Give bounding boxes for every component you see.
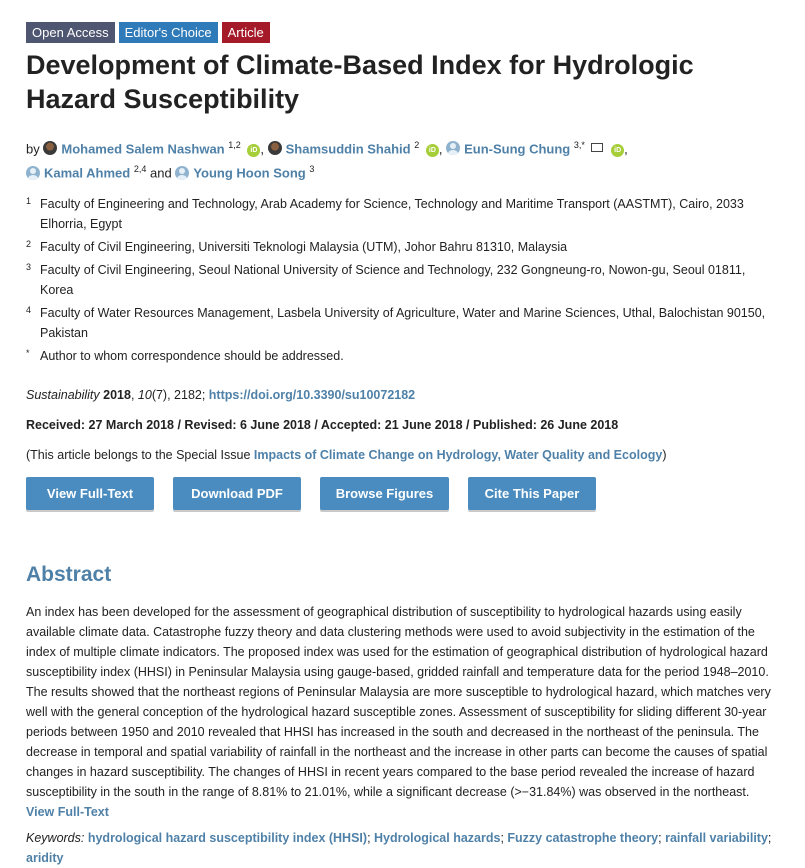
author-link[interactable]: Kamal Ahmed xyxy=(44,165,131,181)
keywords xyxy=(26,828,779,868)
abstract-view-full-text-link[interactable]: View Full-Text xyxy=(26,804,109,819)
email-icon[interactable] xyxy=(591,143,603,152)
affiliation-item xyxy=(26,303,779,343)
author-avatar-icon xyxy=(268,141,282,155)
affiliation-item xyxy=(26,194,779,234)
open-access-badge[interactable]: Open Access xyxy=(26,22,115,43)
author-affiliation-sup: 3 xyxy=(309,164,315,175)
author-avatar-icon xyxy=(43,141,57,155)
affiliation-text: Faculty of Engineering and Technology, Arab Academy for Science, Technology and Maritime Transport (AASTMT), Cairo, 2033 Elhorria, Egypt xyxy=(40,196,744,231)
cite-paper-button[interactable]: Cite This Paper xyxy=(468,477,596,510)
affiliation-number: 2 xyxy=(26,238,32,249)
author-avatar-icon xyxy=(26,166,40,180)
author-link[interactable]: Young Hoon Song xyxy=(193,165,306,181)
affiliation-item xyxy=(26,346,779,366)
affiliation-text: Faculty of Water Resources Management, Lasbela University of Agriculture, Water and Marine Sciences, Uthal, Balochistan 90150, Pakistan xyxy=(40,305,766,340)
special-issue-prefix: (This article belongs to the Special Issue xyxy=(26,447,254,462)
editors-choice-badge[interactable]: Editor's Choice xyxy=(119,22,218,43)
keyword-link[interactable]: Fuzzy catastrophe theory xyxy=(507,830,659,845)
special-issue-link[interactable]: Impacts of Climate Change on Hydrology, Water Quality and Ecology xyxy=(253,447,663,462)
citation-volume: 10 xyxy=(137,387,152,402)
affiliation-item xyxy=(26,260,779,300)
author-affiliation-sup: 2,4 xyxy=(133,164,147,175)
view-full-text-button[interactable]: View Full-Text xyxy=(26,477,154,510)
abstract-body xyxy=(26,602,779,822)
download-pdf-button[interactable]: Download PDF xyxy=(173,477,301,510)
author-link[interactable]: Mohamed Salem Nashwan xyxy=(61,141,225,157)
affiliation-list xyxy=(26,194,779,366)
by-label: by xyxy=(26,141,40,157)
browse-figures-button[interactable]: Browse Figures xyxy=(320,477,449,510)
keyword-link[interactable]: aridity xyxy=(26,850,64,865)
author-list: by Mohamed Salem Nashwan $^{1,2}$ iD , Shamsuddin Shahid $^2$ iD , Eun-Sung Chung $^{3,*}$ iD , Kamal Ahmed $^{2,4}$ and Young Hoon Song $^3$ xyxy=(26,140,628,181)
orcid-icon[interactable]: iD xyxy=(247,144,260,157)
abstract-heading: Abstract xyxy=(26,562,112,586)
orcid-icon[interactable]: iD xyxy=(611,144,624,157)
keyword-separator: ; xyxy=(767,830,772,845)
affiliation-text: Faculty of Civil Engineering, Seoul National University of Science and Technology, 232 Gongneung-ro, Nowon-gu, Seoul 01811, Korea xyxy=(40,262,746,297)
affiliation-number: * xyxy=(26,347,30,358)
author-avatar-icon xyxy=(446,141,460,155)
keywords-label: Keywords: xyxy=(26,830,85,845)
keyword-separator: ; xyxy=(367,830,375,845)
author-link[interactable]: Shamsuddin Shahid xyxy=(285,141,411,157)
affiliation-item xyxy=(26,237,779,257)
doi-link[interactable]: https://doi.org/10.3390/su10072182 xyxy=(208,387,416,402)
special-issue-suffix: ) xyxy=(662,447,667,462)
affiliation-number: 4 xyxy=(26,304,32,315)
citation-pages: , 2182; xyxy=(167,387,209,402)
author-avatar-icon xyxy=(175,166,189,180)
affiliation-text: Faculty of Civil Engineering, Universiti Teknologi Malaysia (UTM), Johor Bahru 81310, Malaysia xyxy=(40,239,568,254)
keyword-separator: ; xyxy=(500,830,508,845)
and-label: and xyxy=(149,165,172,181)
abstract-text: An index has been developed for the assessment of geographical distribution of susceptibility to hydrological hazards using easily available climate data. Catastrophe fuzzy theory and data clustering methods were used to avoid subjectivity in the estimation of the index of multiple climate indicators. The proposed index was used for the estimation of geographical distribution of hydrological hazard susceptibility index (HHSI) in Peninsular Malaysia using gauge-based, gridded rainfall and temperature data for the period 1948–2010. The results showed that the northeast regions of Peninsular Malaysia are more susceptible to hydrological hazard, which matches very well with the general conception of the hydrological hazard susceptible zones. Assessment of susceptibility for sliding different 30-year periods between 1950 and 2010 revealed that HHSI has increased in the south and decreased in the northeast of the peninsula. The decrease in temporal and spatial variability of rainfall in the northeast and the increase in other parts can become the causes of spatial changes in hazard susceptibility. The changes of HHSI in recent years compared to the base period revealed the increase of hazard susceptibility in the south in the range of 8.81% to 21.01%, while a significant decrease (>−31.84%) was observed in the northeast. xyxy=(26,604,771,799)
author-affiliation-sup: 3,* xyxy=(573,140,585,150)
journal-name: Sustainability xyxy=(26,387,100,402)
affiliation-text: Author to whom correspondence should be addressed. xyxy=(40,348,344,363)
publication-dates: Received: 27 March 2018 / Revised: 6 June 2018 / Accepted: 21 June 2018 / Published: 26 June 2018 xyxy=(26,417,619,432)
author-affiliation-sup: 2 xyxy=(414,140,420,150)
badge-row xyxy=(26,22,779,43)
article-title: Development of Climate-Based Index for Hydrologic Hazard Susceptibility xyxy=(26,50,694,114)
author-affiliation-sup: 1,2 xyxy=(228,140,241,150)
citation-year: 2018 xyxy=(103,387,131,402)
citation-line: Sustainability 2018, 10(7), 2182; https://doi.org/10.3390/su10072182 xyxy=(26,387,416,402)
special-issue-note xyxy=(26,445,779,465)
action-buttons xyxy=(26,477,779,510)
citation-issue: (7) xyxy=(151,387,168,402)
affiliation-number: 1 xyxy=(26,195,32,206)
article-type-badge: Article xyxy=(222,22,270,43)
orcid-icon[interactable]: iD xyxy=(426,144,439,157)
keyword-separator: ; xyxy=(658,830,666,845)
keyword-link[interactable]: hydrological hazard susceptibility index (HHSI) xyxy=(87,830,368,845)
keyword-link[interactable]: rainfall variability xyxy=(665,830,768,845)
author-link[interactable]: Eun-Sung Chung xyxy=(464,141,571,157)
affiliation-number: 3 xyxy=(26,261,32,272)
keyword-link[interactable]: Hydrological hazards xyxy=(374,830,501,845)
